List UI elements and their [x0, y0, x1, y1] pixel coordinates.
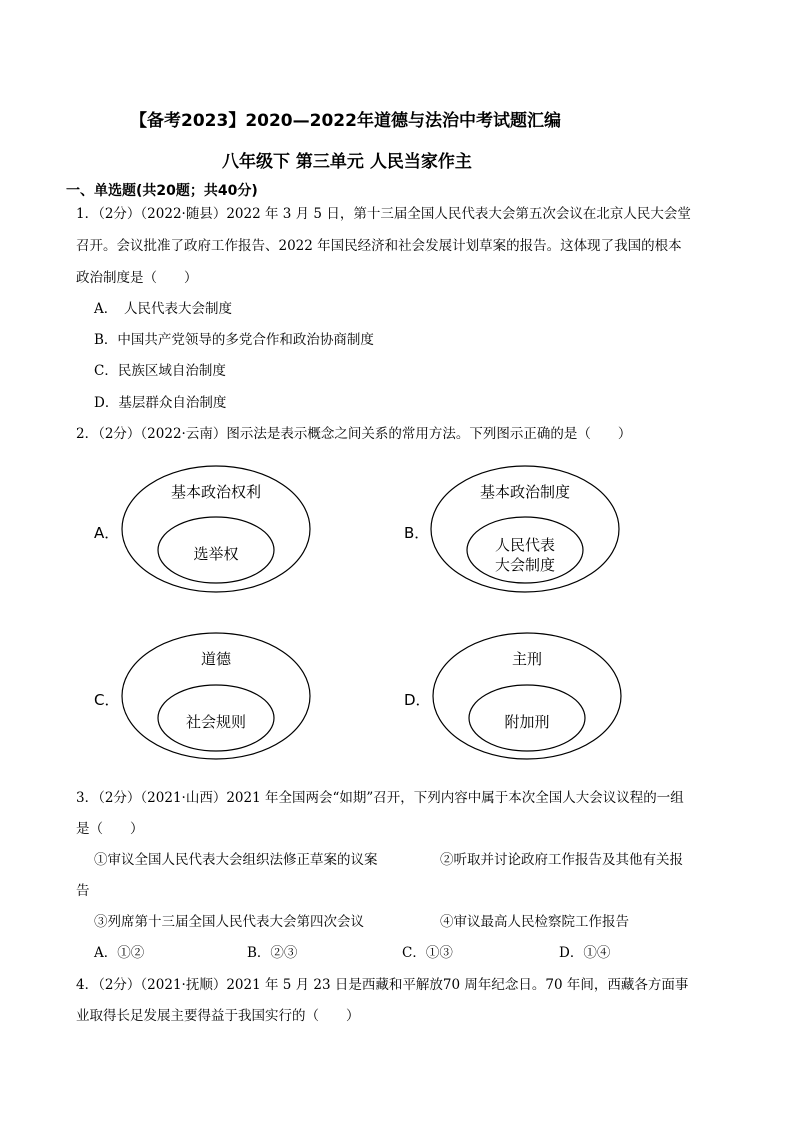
q2-diagram-b-inner-label-line-1: 人民代表: [494, 536, 556, 554]
q2-diagram-a-inner-label: 选举权: [193, 545, 239, 563]
q3-item-2-continued: 告: [76, 883, 90, 899]
document-subtitle: 八年级下 第三单元 人民当家作主: [222, 152, 472, 172]
q2-diagram-c-inner-label: 社会规则: [185, 713, 247, 731]
q1-stem-line-2: 召开。会议批准了政府工作报告、2022 年国民经济和社会发展计划草案的报告。这体现了我国的根本: [76, 238, 682, 254]
q1-option-a[interactable]: A． 人民代表大会制度: [94, 301, 232, 317]
q3-option-c[interactable]: C．①③: [402, 945, 453, 961]
section-heading: 一、单选题(共20题；共40分): [66, 183, 258, 199]
q1-option-b[interactable]: B．中国共产党领导的多党合作和政治协商制度: [94, 332, 374, 348]
q2-diagram-d-outer-label: 主刑: [511, 650, 543, 668]
q3-option-a[interactable]: A．①②: [94, 945, 145, 961]
q2-diagram-b-inner-label-line-2: 大会制度: [494, 556, 556, 574]
q3-item-2: ②听取并讨论政府工作报告及其他有关报: [440, 852, 683, 868]
q2-stem: 2．（2分）（2022·云南）图示法是表示概念之间关系的常用方法。下列图示正确的是（ ）: [76, 426, 632, 442]
q4-stem-line-2: 业取得长足发展主要得益于我国实行的（ ）: [76, 1008, 360, 1024]
q2-diagram-b-letter: B．: [404, 524, 430, 542]
q2-diagram-d-inner-label: 附加刑: [504, 713, 550, 731]
q2-diagram-b[interactable]: [404, 466, 619, 592]
q1-option-d[interactable]: D．基层群众自治制度: [94, 395, 227, 411]
document-title: 【备考2023】2020—2022年道德与法治中考试题汇编: [130, 111, 561, 131]
q1-option-c[interactable]: C．民族区域自治制度: [94, 363, 226, 379]
q2-diagram-c-letter: C．: [94, 691, 120, 709]
q2-diagram-a[interactable]: [94, 466, 310, 592]
q1-stem-line-3: 政治制度是（ ）: [76, 270, 198, 286]
q3-stem-line-1: 3．（2分）（2021·山西）2021 年全国两会“如期”召开，下列内容中属于本次全国人大会议议程的一组: [76, 790, 684, 806]
q3-item-1: ①审议全国人民代表大会组织法修正草案的议案: [94, 852, 378, 868]
q2-diagram-c[interactable]: [94, 633, 310, 759]
q3-option-b[interactable]: B．②③: [247, 945, 298, 961]
q3-item-4: ④审议最高人民检察院工作报告: [440, 914, 629, 930]
q2-diagram-c-outer-label: 道德: [200, 650, 232, 668]
q2-diagram-a-outer-label: 基本政治权利: [170, 483, 262, 501]
q3-item-3: ③列席第十三届全国人民代表大会第四次会议: [94, 914, 364, 930]
q3-option-d[interactable]: D．①④: [559, 945, 611, 961]
q1-stem-line-1: 1．（2分）（2022·随县）2022 年 3 月 5 日，第十三届全国人民代表大会第五次会议在北京人民大会堂: [76, 206, 691, 222]
q2-diagram-d-letter: D．: [404, 691, 431, 709]
q2-diagram-d[interactable]: [404, 633, 621, 759]
q3-stem-line-2: 是（ ）: [76, 821, 144, 837]
q4-stem-line-1: 4．（2分）（2021·抚顺）2021 年 5 月 23 日是西藏和平解放70 周年纪念日。70 年间，西藏各方面事: [76, 977, 689, 993]
q2-diagram-a-letter: A．: [94, 524, 120, 542]
q2-diagram-b-outer-label: 基本政治制度: [479, 483, 571, 501]
